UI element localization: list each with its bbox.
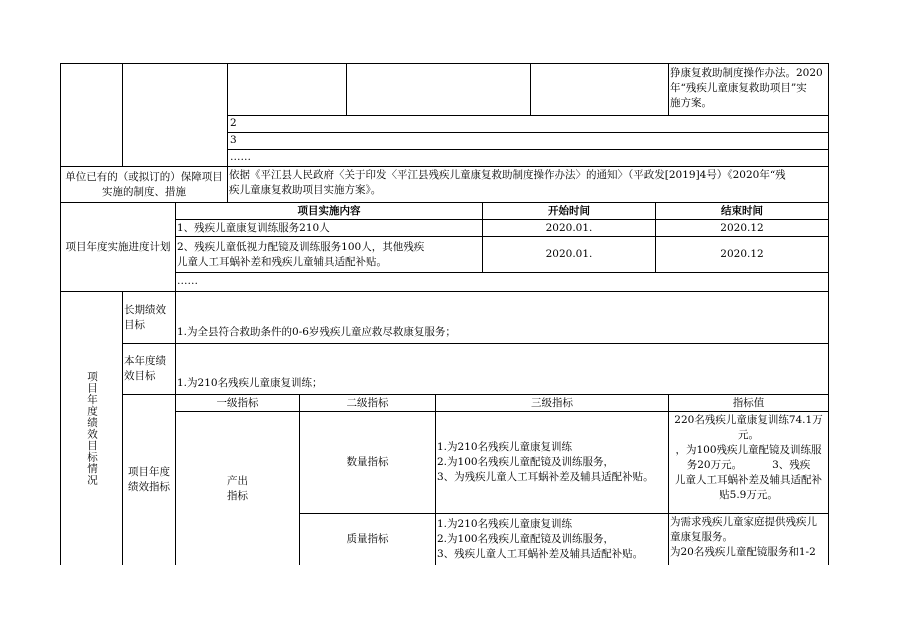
schedule-header-content: 项目实施内容 [297, 204, 361, 217]
list-item-number: 3 [230, 134, 237, 146]
schedule-label: 项目年度实施进度计划 [65, 240, 171, 253]
schedule-start-date: 2020.01. [545, 221, 593, 234]
long-term-goal-content [177, 295, 827, 342]
schedule-start-date: 2020.01. [545, 248, 593, 260]
indicator-level3-quantity: 1.为210名残疾儿童康复训练 2.为100名残疾儿童配镜及训练服务， 3、为残疾儿童人工耳蜗补差及辅具适配补贴。 [437, 441, 654, 483]
policy-text-cell: 狰康复救助制度操作办法。2020 年“残疾儿童康复救助项目”实 施方案。 [670, 67, 823, 109]
schedule-header-end: 结束时间 [721, 204, 763, 217]
indicators-label: 项目年度 绩效指标 [128, 466, 170, 493]
schedule-end-date: 2020.12 [720, 221, 764, 234]
indicator-header-level1: 一级指标 [216, 396, 259, 409]
table-row: 2、残疾儿童低视力配镜及训练服务100人，其他残疾 儿童人工耳蜗补差和残疾儿童辅具适配补贴。 [177, 240, 425, 268]
schedule-ellipsis: …… [177, 275, 198, 287]
security-measures-content: 依据《平江县人民政府〈关于印发〈平江县残疾儿童康复救助制度操作办法〉的通知〉（平政发[2019]4号）《2020年“残 疾儿童康复救助项目实施方案》。 [229, 169, 786, 196]
list-item-number: 2 [230, 117, 237, 129]
indicator-header-level2: 二级指标 [346, 396, 389, 409]
schedule-header-start: 开始时间 [548, 204, 590, 217]
annual-goal-label: 本年度绩 效目标 [124, 355, 166, 382]
indicator-value-quantity: 220名残疾儿童康复训练74.1万 元。 ，为100残疾儿童配镜及训练服 务20万元。 3、残疾 儿童人工耳蜗补差及辅具适配补 贴5.9万元。 [674, 414, 823, 501]
schedule-end-date: 2020.12 [720, 248, 764, 260]
indicator-level3-quality: 1.为210名残疾儿童康复训练 2.为100名残疾儿童配镜及训练服务， 3、残疾儿童人工耳蜗补差及辅具适配补贴。 [437, 518, 644, 560]
indicator-value-quality: 为需求残疾儿童家庭提供残疾儿 童康复服务。 为20名残疾儿童配镜服务和1-2 [670, 516, 817, 558]
goals-section-label-text: 项目年度绩效目标情况 [86, 371, 98, 486]
indicator-header-value: 指标值 [732, 396, 765, 409]
list-item: 1.为210名残疾儿童康复训练； [177, 377, 323, 389]
indicator-level1-output: 产出 指标 [227, 474, 248, 502]
list-item: 1.为全县符合救助条件的0-6岁残疾儿童应救尽救康复服务； [177, 326, 456, 338]
long-term-goal-label: 长期绩效 目标 [124, 303, 166, 331]
indicator-level2-quality: 质量指标 [346, 533, 389, 545]
indicator-level2-quantity: 数量指标 [346, 456, 389, 468]
table-row: 1、残疾儿童康复训练服务210人 [177, 221, 330, 234]
annual-goal-content [177, 346, 827, 393]
indicator-header-level3: 三级指标 [531, 396, 573, 409]
list-ellipsis: …… [230, 151, 251, 163]
goals-section-label [61, 292, 122, 565]
security-measures-label: 单位已有的（或拟订的）保障项目 实施的制度、措施 [65, 170, 223, 198]
